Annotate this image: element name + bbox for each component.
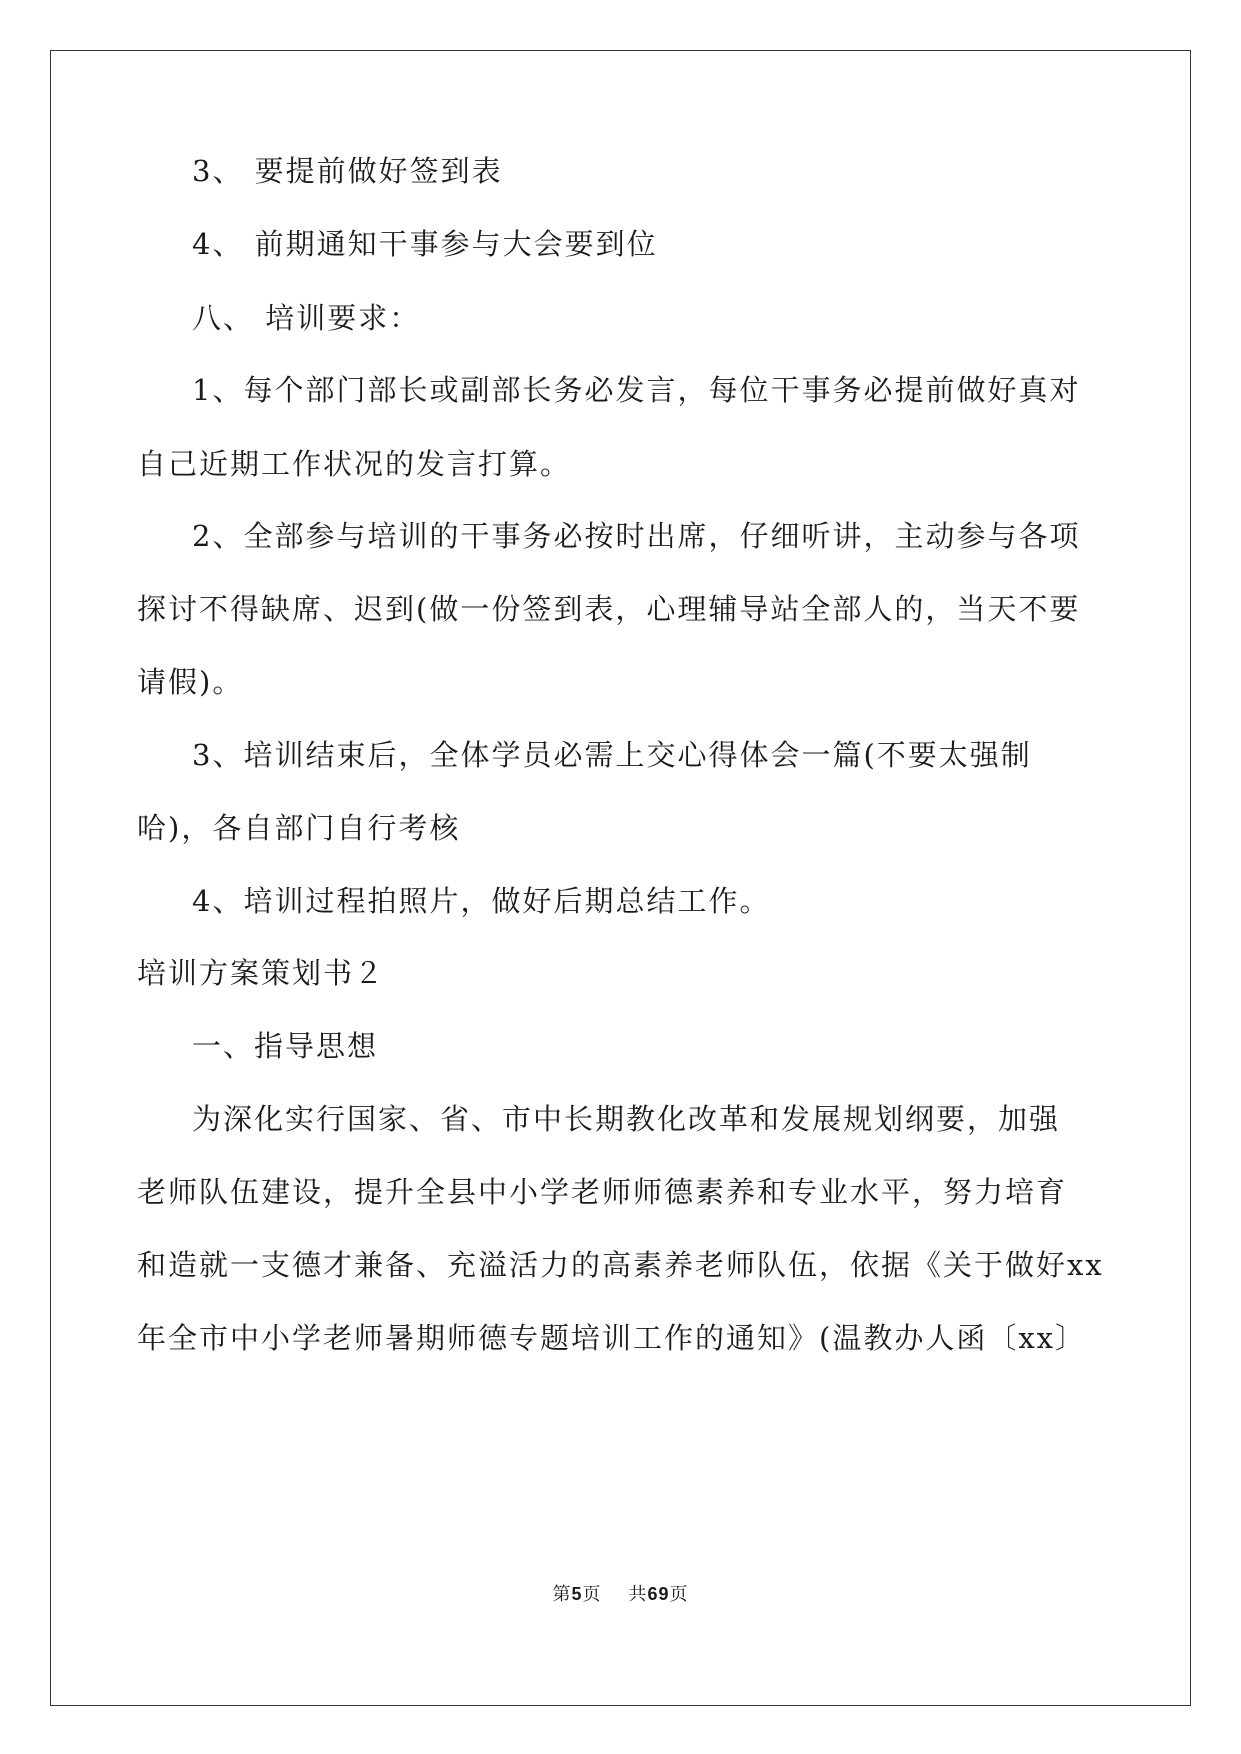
text-line: 请假)。 [137, 665, 244, 699]
section-heading: 八、 培训要求： [192, 301, 421, 335]
footer-prefix: 第 [552, 1584, 572, 1605]
text-line: 4、 前期通知干事参与大会要到位 [192, 227, 658, 261]
text-line: 老师队伍建设，提升全县中小学老师师德素养和专业水平，努力培育 [137, 1175, 1068, 1209]
document-subtitle: 培训方案策划书２ [137, 956, 386, 990]
page-footer [0, 1580, 1241, 1606]
text-line: 3、 要提前做好签到表 [192, 154, 503, 188]
text-line: 哈)，各自部门自行考核 [137, 811, 461, 845]
text-line: 为深化实行国家、省、市中长期教化改革和发展规划纲要，加强 [192, 1102, 1061, 1136]
text-line: 2、全部参与培训的干事务必按时出席，仔细听讲，主动参与各项 [192, 519, 1081, 553]
text-line: 3、培训结束后，全体学员必需上交心得体会一篇(不要太强制 [192, 738, 1032, 772]
page-number: 5 [571, 1584, 583, 1604]
text-line: 自己近期工作状况的发言打算。 [137, 447, 572, 481]
section-heading: 一、指导思想 [192, 1029, 379, 1063]
text-line: 探讨不得缺席、迟到(做一份签到表，心理辅导站全部人的，当天不要 [137, 592, 1081, 626]
text-line: 年全市中小学老师暑期师德专题培训工作的通知》(温教办人函〔xx〕 [137, 1321, 1087, 1355]
total-pages: 69 [647, 1584, 670, 1604]
footer-mid: 页 共 [582, 1584, 648, 1605]
text-line: 和造就一支德才兼备、充溢活力的高素养老师队伍，依据《关于做好xx [137, 1248, 1104, 1282]
footer-suffix: 页 [669, 1584, 689, 1605]
text-line: 1、每个部门部长或副部长务必发言，每位干事务必提前做好真对 [192, 373, 1081, 407]
text-line: 4、培训过程拍照片，做好后期总结工作。 [192, 884, 771, 918]
